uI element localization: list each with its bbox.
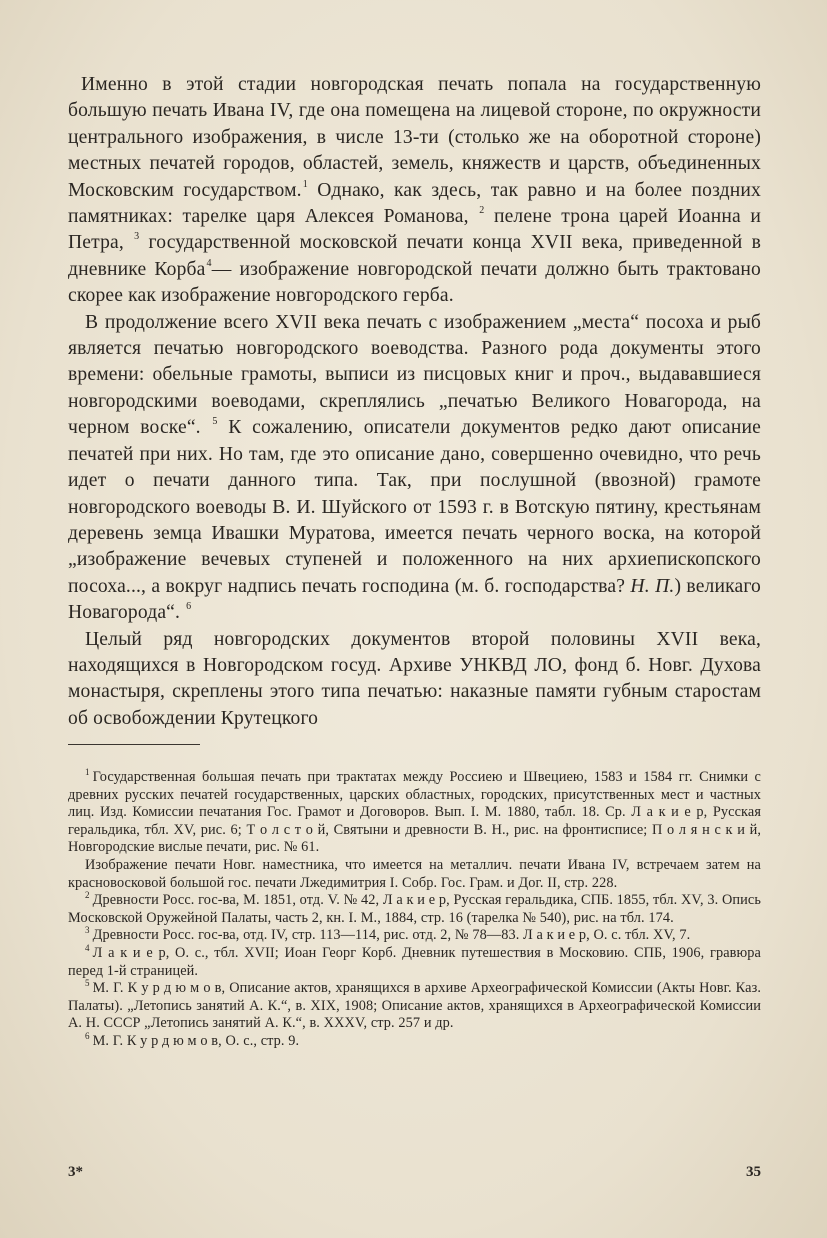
footnote [68, 942, 761, 980]
footnote-number: 2 [85, 890, 90, 901]
footnote-ref: 1 [302, 178, 308, 190]
paragraph [68, 310, 761, 627]
page-number: 35 [746, 1164, 761, 1180]
footnote-text: Государственная большая печать при трактатах между Россиею и Швециею, 1583 и 1584 гг. Снимки с древних русских печатей государственных, царских областных, городских, присутственных мест и частных лиц. Изд. Комиссии печатания Гос. Грамот и Договоров. Вып. I. М. 1880, табл. 18. Ср. Л а к и е р, Русская геральдика, тбл. XV, рис. 6; Т о л с т о й, Святыни и древности В. Н., рис. на фронтисписе; П о л я н с к и й, Новгородские вислые печати, рис. № 61. [68, 769, 761, 856]
footnote-text: Изображение печати Новг. наместника, что имеется на металлич. печати Ивана IV, встречаем затем на красновосковой большой гос. печати Лжедимитрия I. Собр. Гос. Грам. и Дог. II, стр. 228. [68, 856, 761, 891]
footnote-number: 3 [85, 925, 90, 936]
italic-text: Н. П. [630, 575, 675, 597]
footnote-text: Древности Росс. гос-ва, отд. IV, стр. 113—114, рис. отд. 2, № 78—83. Л а к и е р, О. с. тбл. XV, 7. [92, 927, 691, 944]
main-text [68, 72, 761, 732]
text-run: В продолжение всего XVII века печать с изображением „места“ посоха и рыб является печатью новгородского воеводства. Разного рода документы этого времени: обельные грамоты, выписи из писцовых книг и проч., выдававшиеся новгородскими воеводами, скреплялись „печатью Великого Новагорода, на черном воске“. [68, 311, 761, 439]
footnote-ref: 6 [186, 601, 192, 613]
text-run: ) великаго Новагорода“. [68, 575, 761, 624]
footnote [68, 927, 761, 945]
footnote-text: М. Г. К у р д ю м о в, Описание актов, хранящихся в архиве Археографической Комиссии (Акты Новг. Каз. Палаты). „Летопись занятий А. К.“, в. XIX, 1908; Описание актов, хранящихся в Археографической Комиссии А. Н. СССР „Летопись занятий А. К.“, в. XXXV, стр. 257 и др. [68, 980, 761, 1032]
footnote-number: 6 [85, 1030, 90, 1041]
text-run: государственной московской печати конца XVII века, приведенной в дневнике Корба [68, 232, 761, 280]
footnote-number: 1 [85, 767, 90, 777]
footnote-text: М. Г. К у р д ю м о в, О. с., стр. 9. [92, 1032, 300, 1049]
footnote-ref: 5 [212, 416, 218, 428]
footnote [68, 857, 761, 892]
footnote [68, 769, 761, 857]
paragraph [68, 627, 761, 733]
footnote-ref: 2 [479, 205, 485, 217]
text-run: Именно в этой стадии новгородская печать попала на государственную большую печать Ивана IV, где она помещена на лицевой стороне, по окружности центрального изображения, в числе 13-ти (столько же на оборотной стороне) местных печатей городов, областей, земель, княжеств и царств, объединенных Московским государством. [68, 74, 761, 201]
footnote-text: Древности Росс. гос-ва, М. 1851, отд. V. № 42, Л а к и е р, Русская геральдика, СПБ. 1855, тбл. XV, 3. Опись Московской Оружейной Палаты, часть 2, кн. I. М., 1884, стр. 16 (тарелка № 540), рис. на тбл. 174. [68, 892, 761, 926]
signature-mark: 3* [68, 1164, 83, 1180]
paragraph [68, 72, 761, 310]
footnote [68, 892, 761, 927]
footnote-number: 4 [85, 942, 90, 953]
text-run: — изображение новгородской печати должно быть трактовано скорее как изображение новгородского герба. [68, 258, 762, 307]
footnote-ref: 3 [134, 231, 140, 243]
footnote [68, 1030, 761, 1051]
footnotes [68, 769, 761, 1051]
text-run: К сожалению, описатели документов редко дают описание печатей при них. Но там, где это описание дано, совершенно очевидно, что речь идет о печати данного типа. Так, при послушной (ввозной) грамоте новгородского воеводы В. И. Шуйского от 1593 г. в Вотскую пятину, крестьянам деревень земца Ивашки Муратова, имеется печать черного воска, на которой „изображение вечевых ступеней и положенного на них архиепископского посоха..., а вокруг надпись печать господина (м. б. господарства? [68, 417, 761, 597]
text-run: Однако, как здесь, так равно и на более поздних памятниках: тарелке царя Алексея Романова, [68, 179, 761, 228]
text-run: пелене трона царей Иоанна и Петра, [68, 206, 761, 254]
footnote-ref: 4 [206, 257, 212, 269]
footnote-number: 5 [85, 978, 90, 989]
footnote-text: Л а к и е р, О. с., тбл. XVII; Иоан Георг Корб. Дневник путешествия в Московию. СПБ, 1906, гравюра перед 1-й страницей. [68, 944, 761, 979]
footnote [68, 980, 761, 1033]
footnote-divider [68, 744, 200, 745]
text-run: Целый ряд новгородских документов второй половины XVII века, находящихся в Новгородском госуд. Архиве УНКВД ЛО, фонд б. Новг. Духова монастыря, скреплены этого типа печатью: наказные памяти губным старостам об освобождении Крутецкого [68, 628, 761, 729]
